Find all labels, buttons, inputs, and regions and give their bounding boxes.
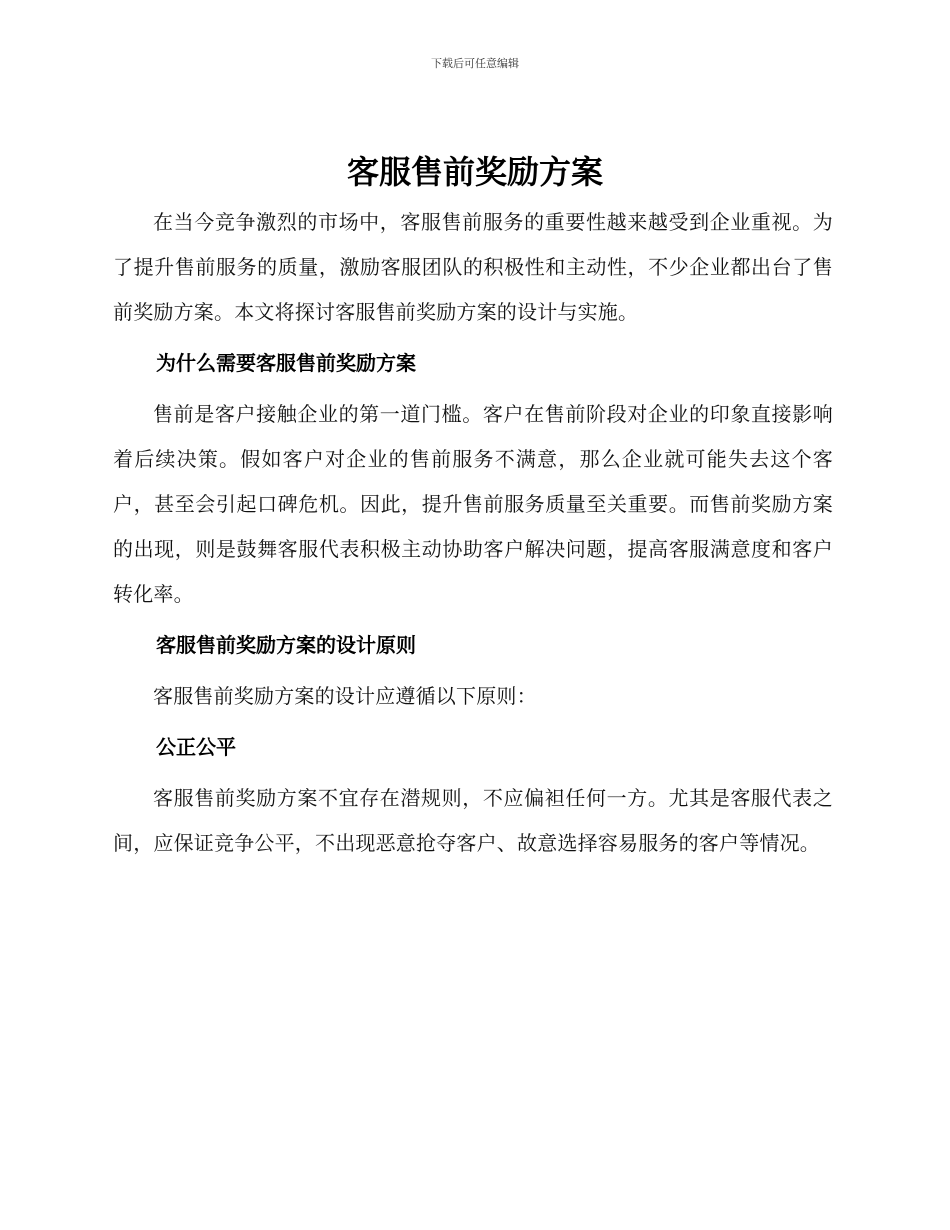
section-heading-principles: 客服售前奖励方案的设计原则	[156, 633, 416, 657]
section-paragraph-principles: 客服售前奖励方案的设计应遵循以下原则：	[153, 684, 537, 708]
subsection-paragraph-fairness: 客服售前奖励方案不宜存在潜规则，不应偏袒任何一方。尤其是客服代表之间，应保证竞争公平，不出现恶意抢夺客户、故意选择容易服务的客户等情况。	[113, 786, 833, 855]
document-title: 客服售前奖励方案	[346, 153, 603, 191]
document-body	[113, 200, 833, 866]
intro-paragraph: 在当今竞争激烈的市场中，客服售前服务的重要性越来越受到企业重视。为了提升售前服务的质量，激励客服团队的积极性和主动性，不少企业都出台了售前奖励方案。本文将探讨客服售前奖励方案的设计与实施。	[113, 210, 833, 324]
section-heading-why: 为什么需要客服售前奖励方案	[156, 351, 416, 375]
section-paragraph-why: 售前是客户接触企业的第一道门槛。客户在售前阶段对企业的印象直接影响着后续决策。假如客户对企业的售前服务不满意，那么企业就可能失去这个客户，甚至会引起口碑危机。因此，提升售前服务质量至关重要。而售前奖励方案的出现，则是鼓舞客服代表积极主动协助客户解决问题，提高客服满意度和客户转化率。	[113, 402, 833, 606]
header-note: 下载后可任意编辑	[431, 57, 519, 70]
subsection-heading-fairness: 公正公平	[156, 735, 236, 759]
